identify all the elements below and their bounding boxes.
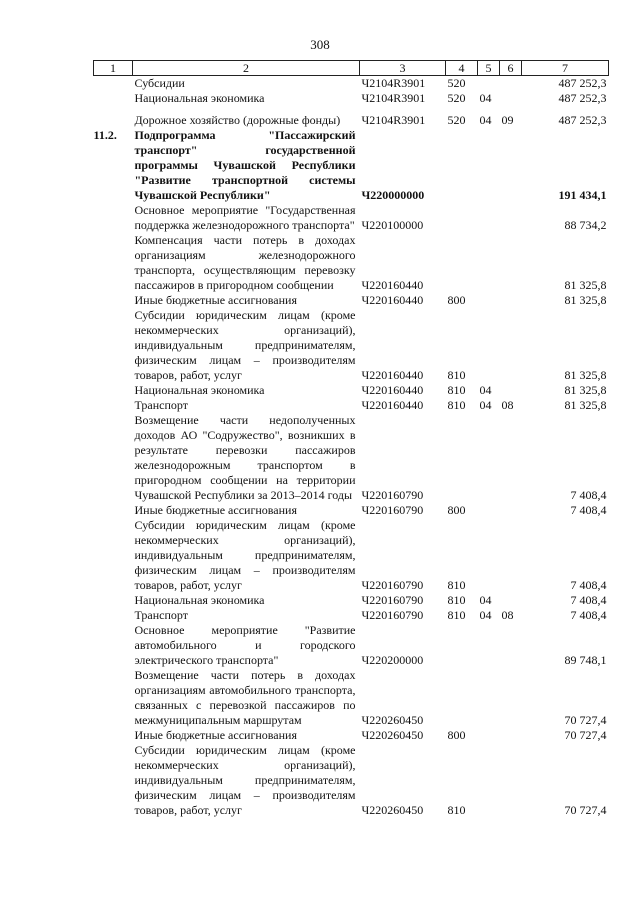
section-code: [478, 293, 500, 308]
table-row: [94, 128, 609, 203]
row-number: [94, 728, 133, 743]
subsection-code: [500, 91, 522, 106]
section-code: [478, 308, 500, 383]
row-number: [94, 383, 133, 398]
expense-type: 810: [447, 368, 466, 382]
row-name: Дорожное хозяйство (дорожные фонды): [134, 113, 341, 127]
amount: 81 325,8: [564, 383, 607, 397]
row-number: [94, 518, 133, 593]
table-body: [94, 76, 609, 819]
expense-type: [446, 668, 478, 728]
row-number: [94, 106, 133, 128]
column-header: 2: [133, 61, 360, 76]
subsection-code: [500, 668, 522, 728]
target-code: Ч220160790: [361, 608, 424, 622]
expense-type: 810: [447, 398, 466, 412]
target-code: Ч220160440: [361, 278, 424, 292]
amount: 81 325,8: [564, 293, 607, 307]
target-code: Ч220160440: [361, 293, 424, 307]
amount: 88 734,2: [564, 218, 607, 232]
row-number: [94, 623, 133, 668]
amount: 7 408,4: [570, 488, 607, 502]
row-name: Компенсация части потерь в доходах организациям железнодорожного транспорта, осуществляющим перевозку пассажиров в пригородном сообщении: [134, 233, 356, 292]
row-number: [94, 413, 133, 503]
section-code: [478, 503, 500, 518]
amount: 7 408,4: [570, 578, 607, 592]
column-header: 7: [522, 61, 609, 76]
section-code: 04: [479, 113, 492, 127]
row-number: [94, 308, 133, 383]
row-name: Основное мероприятие "Государственная поддержка железнодорожного транспорта": [134, 203, 356, 232]
amount: 81 325,8: [564, 368, 607, 382]
row-name: Субсидии юридическим лицам (кроме некоммерческих организаций), индивидуальным предпринимателям, физическим лицам – производителям товаров, работ, услуг: [134, 743, 356, 817]
row-name: Национальная экономика: [134, 593, 265, 607]
target-code: Ч2104R3901: [361, 113, 426, 127]
row-number: [94, 608, 133, 623]
subsection-code: [500, 413, 522, 503]
row-number: [94, 293, 133, 308]
target-code: Ч220200000: [361, 653, 424, 667]
row-name: Субсидии: [134, 76, 185, 90]
section-code: [478, 668, 500, 728]
target-code: Ч220160440: [361, 383, 424, 397]
subsection-code: [500, 518, 522, 593]
row-name: Иные бюджетные ассигнования: [134, 503, 297, 517]
row-number: [94, 743, 133, 818]
amount: 81 325,8: [564, 398, 607, 412]
subsection-code: 08: [501, 398, 514, 412]
section-code: 04: [479, 91, 492, 105]
section-code: 04: [479, 593, 492, 607]
table-header: [94, 61, 609, 76]
row-name: Иные бюджетные ассигнования: [134, 293, 297, 307]
table-row: [94, 518, 609, 593]
section-code: [478, 203, 500, 233]
amount: 70 727,4: [564, 713, 607, 727]
expense-type: [446, 203, 478, 233]
target-code: Ч220260450: [361, 728, 424, 742]
target-code: Ч220160790: [361, 578, 424, 592]
row-name: Национальная экономика: [134, 91, 265, 105]
target-code: Ч220160790: [361, 593, 424, 607]
target-code: Ч220260450: [361, 803, 424, 817]
amount: 487 252,3: [558, 91, 607, 105]
table-row: [94, 728, 609, 743]
subsection-code: [500, 203, 522, 233]
table-row: [94, 398, 609, 413]
section-code: 04: [479, 398, 492, 412]
target-code: Ч220000000: [361, 188, 425, 202]
target-code: Ч2104R3901: [361, 91, 426, 105]
amount: 81 325,8: [564, 278, 607, 292]
expense-type: [446, 413, 478, 503]
column-header: 6: [500, 61, 522, 76]
row-number: [94, 76, 133, 92]
row-number: 11.2.: [93, 128, 117, 142]
section-code: [478, 233, 500, 293]
row-name: Подпрограмма "Пассажирский транспорт" государственной программы Чувашской Республики "Развитие транспортной системы Чувашской Республики": [134, 128, 356, 202]
table-row: [94, 233, 609, 293]
row-number: [94, 233, 133, 293]
table-row: [94, 623, 609, 668]
expense-type: 520: [447, 113, 466, 127]
table-row: [94, 668, 609, 728]
column-header: 5: [478, 61, 500, 76]
section-code: [478, 76, 500, 92]
expense-type: 800: [447, 728, 466, 742]
table-row: [94, 106, 609, 128]
expense-type: 810: [447, 593, 466, 607]
expense-type: 800: [447, 503, 466, 517]
target-code: Ч2104R3901: [361, 76, 426, 90]
expense-type: [446, 623, 478, 668]
row-name: Транспорт: [134, 608, 188, 622]
page-number: 308: [310, 37, 330, 52]
column-header: 1: [94, 61, 133, 76]
row-number: [94, 398, 133, 413]
expense-type: 520: [447, 76, 466, 90]
amount: 487 252,3: [558, 113, 607, 127]
column-header: 3: [360, 61, 446, 76]
subsection-code: [500, 293, 522, 308]
subsection-code: [500, 233, 522, 293]
amount: 70 727,4: [564, 728, 607, 742]
row-name: Субсидии юридическим лицам (кроме некоммерческих организаций), индивидуальным предпринимателям, физическим лицам – производителям товаров, работ, услуг: [134, 308, 356, 382]
column-header: 4: [446, 61, 478, 76]
row-number: [94, 593, 133, 608]
subsection-code: [500, 623, 522, 668]
expense-type: 520: [447, 91, 466, 105]
table-row: [94, 293, 609, 308]
amount: 70 727,4: [564, 803, 607, 817]
table-row: [94, 413, 609, 503]
subsection-code: 08: [501, 608, 514, 622]
subsection-code: [500, 593, 522, 608]
table-row: [94, 743, 609, 818]
subsection-code: [500, 128, 522, 203]
expense-type: 810: [447, 803, 466, 817]
section-code: [478, 413, 500, 503]
target-code: Ч220160440: [361, 368, 424, 382]
subsection-code: 09: [501, 113, 514, 127]
table-row: [94, 91, 609, 106]
expense-type: 800: [447, 293, 466, 307]
section-code: [478, 728, 500, 743]
subsection-code: [500, 743, 522, 818]
table-row: [94, 593, 609, 608]
subsection-code: [500, 503, 522, 518]
target-code: Ч220260450: [361, 713, 424, 727]
subsection-code: [500, 728, 522, 743]
row-name: Иные бюджетные ассигнования: [134, 728, 297, 742]
section-code: 04: [479, 608, 492, 622]
section-code: [478, 128, 500, 203]
section-code: 04: [479, 383, 492, 397]
row-name: Основное мероприятие "Развитие автомобильного и городского электрического транспорта": [134, 623, 356, 667]
expense-type: 810: [447, 383, 466, 397]
amount: 487 252,3: [558, 76, 607, 90]
target-code: Ч220160790: [361, 488, 424, 502]
table-row: [94, 383, 609, 398]
subsection-code: [500, 308, 522, 383]
table-row: [94, 76, 609, 92]
row-number: [94, 91, 133, 106]
budget-table: [93, 60, 609, 818]
row-name: Субсидии юридическим лицам (кроме некоммерческих организаций), индивидуальным предпринимателям, физическим лицам – производителям товаров, работ, услуг: [134, 518, 356, 592]
expense-type: 810: [447, 578, 466, 592]
row-name: Национальная экономика: [134, 383, 265, 397]
amount: 7 408,4: [570, 593, 607, 607]
row-name: Возмещение части недополученных доходов АО "Содружество", возникших в результате перевозки пассажиров железнодорожным транспортом в пригородном сообщении на территории Чувашской Республики за 2013–2014 годы: [134, 413, 356, 502]
table-row: [94, 308, 609, 383]
table-row: [94, 203, 609, 233]
expense-type: [446, 233, 478, 293]
row-name: Транспорт: [134, 398, 188, 412]
subsection-code: [500, 383, 522, 398]
target-code: Ч220100000: [361, 218, 424, 232]
subsection-code: [500, 76, 522, 92]
amount: 7 408,4: [570, 608, 607, 622]
expense-type: 810: [447, 608, 466, 622]
row-number: [94, 503, 133, 518]
row-name: Возмещение части потерь в доходах организациям автомобильного транспорта, связанных с перевозкой пассажиров по межмуниципальным маршрутам: [134, 668, 356, 727]
target-code: Ч220160440: [361, 398, 424, 412]
amount: 89 748,1: [564, 653, 607, 667]
amount: 191 434,1: [558, 188, 607, 202]
section-code: [478, 518, 500, 593]
expense-type: [446, 128, 478, 203]
target-code: Ч220160790: [361, 503, 424, 517]
amount: 7 408,4: [570, 503, 607, 517]
section-code: [478, 623, 500, 668]
row-number: [94, 668, 133, 728]
row-number: [94, 203, 133, 233]
section-code: [478, 743, 500, 818]
table-row: [94, 608, 609, 623]
table-row: [94, 503, 609, 518]
